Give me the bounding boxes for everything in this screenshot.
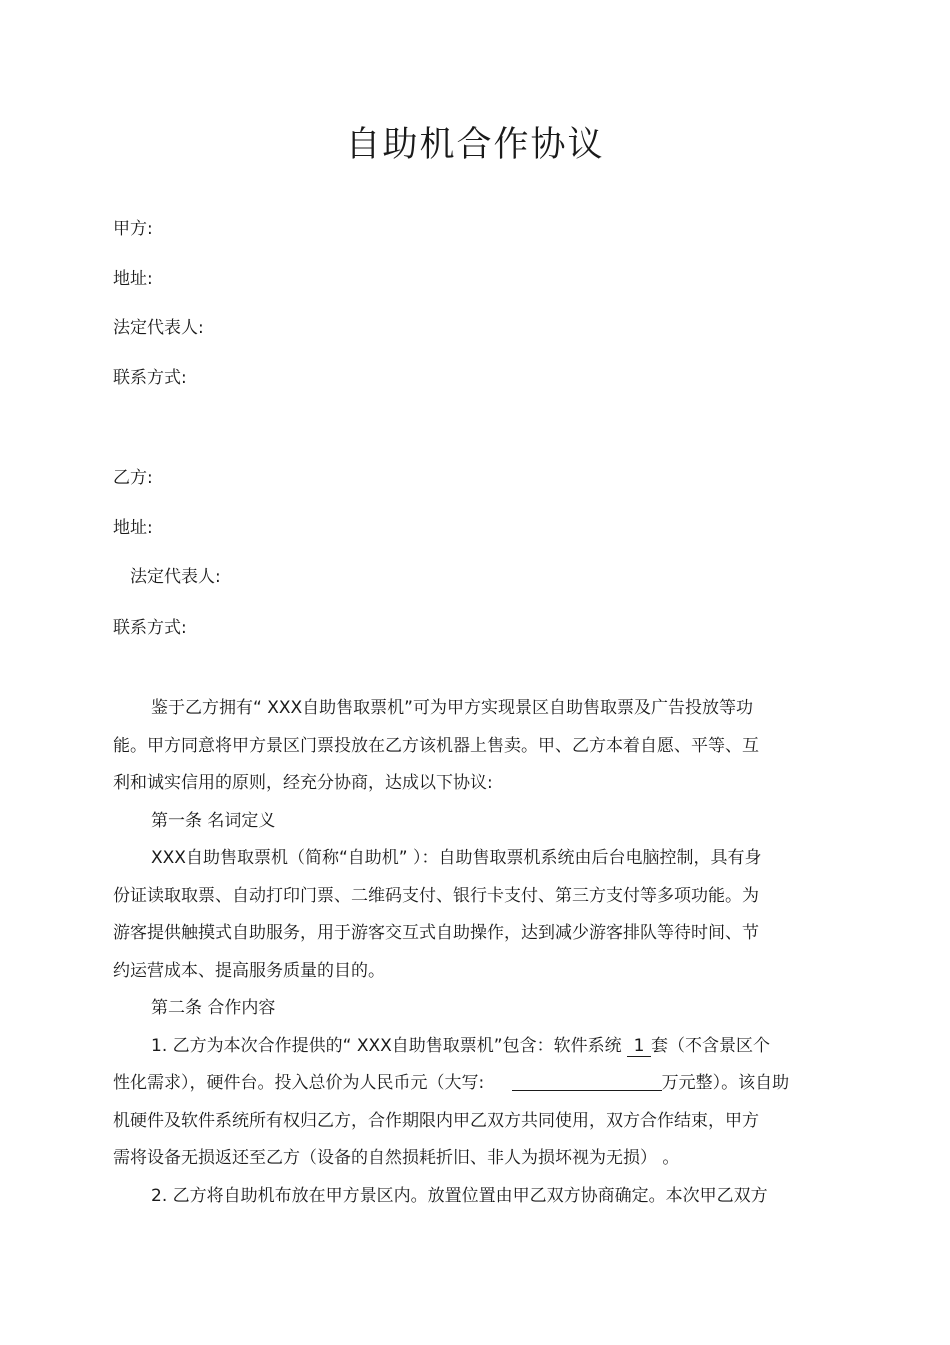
party-b-name-label: 乙方: bbox=[113, 468, 153, 488]
amount-in-words-blank bbox=[512, 1071, 662, 1091]
article-1-line-1: XXX自助售取票机（简称“自助机” ）：自助售取票机系统由后台电脑控制，具有身 bbox=[151, 848, 762, 868]
article-1-heading: 第一条 名词定义 bbox=[151, 811, 276, 831]
article-2-heading: 第二条 合作内容 bbox=[151, 998, 276, 1018]
article-2-item-1-line-1 bbox=[151, 1034, 770, 1058]
item-1-text-b: 套（不含景区个 bbox=[650, 1036, 770, 1056]
article-1-line-4: 约运营成本、提高服务质量的目的。 bbox=[113, 961, 385, 981]
article-2-item-1-line-2 bbox=[113, 1071, 789, 1095]
preamble-line-1: 鉴于乙方拥有“ XXX自助售取票机”可为甲方实现景区自助售取票及广告投放等功 bbox=[151, 698, 753, 718]
article-2-item-2-line-1: 2. 乙方将自助机布放在甲方景区内。放置位置由甲乙双方协商确定。本次甲乙双方 bbox=[151, 1186, 768, 1206]
party-b-address-label: 地址: bbox=[113, 518, 153, 538]
party-b-rep-label: 法定代表人: bbox=[130, 567, 221, 587]
item-1-line-2-text-b: 万元整）。该自助 bbox=[661, 1073, 790, 1093]
item-1-line-2-text-a: 性化需求），硬件台。投入总价为人民币元（大写: bbox=[113, 1073, 490, 1093]
preamble-line-2: 能。甲方同意将甲方景区门票投放在乙方该机器上售卖。甲、乙方本着自愿、平等、互 bbox=[113, 736, 759, 756]
article-1-line-3: 游客提供触摸式自助服务，用于游客交互式自助操作，达到减少游客排队等待时间、节 bbox=[113, 923, 759, 943]
article-1-line-2: 份证读取取票、自动打印门票、二维码支付、银行卡支付、第三方支付等多项功能。为 bbox=[113, 886, 759, 906]
document-title: 自助机合作协议 bbox=[345, 125, 605, 165]
party-a-name-label: 甲方: bbox=[113, 219, 153, 239]
party-b-contact-label: 联系方式: bbox=[113, 618, 187, 638]
preamble-line-3: 利和诚实信用的原则，经充分协商，达成以下协议: bbox=[113, 773, 493, 793]
item-1-text-a: 1. 乙方为本次合作提供的“ XXX自助售取票机”包含：软件系统 bbox=[151, 1036, 627, 1056]
article-2-item-1-line-4: 需将设备无损返还至乙方（设备的自然损耗折旧、非人为损坏视为无损） 。 bbox=[113, 1148, 680, 1168]
software-quantity: 1 bbox=[627, 1036, 651, 1057]
party-a-address-label: 地址: bbox=[113, 269, 153, 289]
party-a-rep-label: 法定代表人: bbox=[113, 318, 204, 338]
article-2-item-1-line-3: 机硬件及软件系统所有权归乙方，合作期限内甲乙双方共同使用，双方合作结束，甲方 bbox=[113, 1111, 759, 1131]
party-a-contact-label: 联系方式: bbox=[113, 368, 187, 388]
